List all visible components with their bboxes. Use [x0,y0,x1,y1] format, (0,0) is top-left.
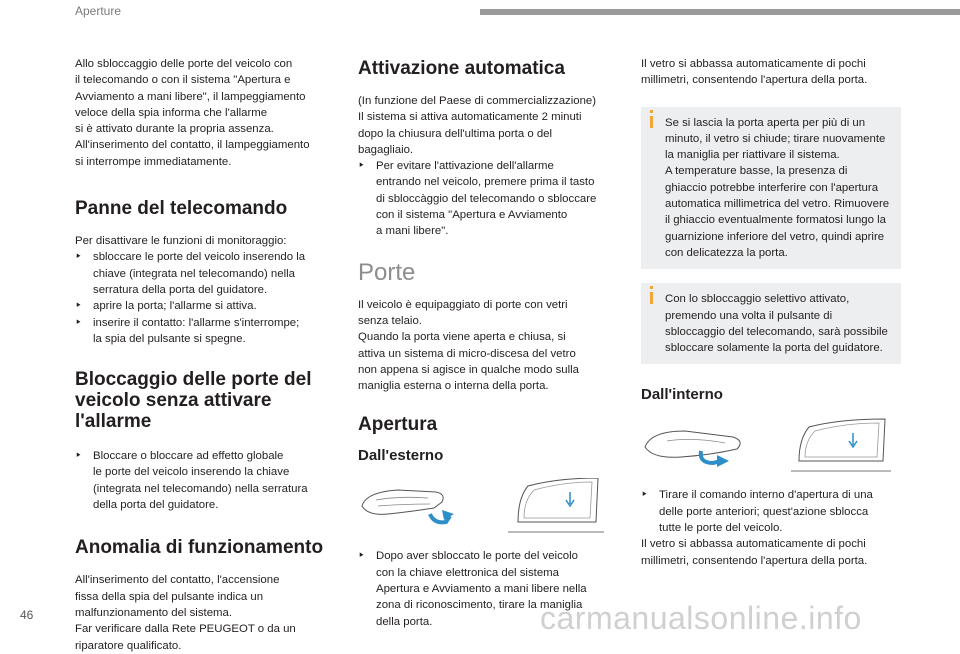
text-line: sbloccare le porte del veicolo inserendo la [93,251,306,264]
text-line: si è attivato durante la propria assenza. [75,123,274,136]
info-icon [650,116,653,128]
text-line: tutte le porte del veicolo. [659,522,783,535]
text-line: minuto, il vetro si chiude; tirare nuovamente [665,132,886,145]
text-line: All'inserimento del contatto, l'accensione [75,574,280,587]
text-line: entrando nel veicolo, premere prima il tasto [376,176,595,189]
heading-panne: Panne del telecomando [75,198,288,220]
column-1 [75,56,345,654]
intro-paragraph [75,56,345,170]
text-line: Per evitare l'attivazione dell'allarme [376,160,554,173]
heading-bloccaggio [75,369,345,432]
text-line: malfunzionamento del sistema. [75,606,233,619]
text-line: Apertura e Avviamento a mani libere nella [376,583,587,596]
text-line: Bloccare o bloccare ad effetto globale [93,450,284,463]
text-line: Il veicolo è equipaggiato di porte con vetri [358,298,568,311]
heading-interno: Dall'interno [641,386,723,404]
text-line: serratura della porta del guidatore. [93,283,268,296]
heading-line: Bloccaggio delle porte del [75,369,312,391]
text-line: a mani libere". [376,225,449,238]
text-line: Se si lascia la porta aperta per più di un [665,116,866,129]
anomalia-paragraph [75,572,345,653]
text-line: non appena si agisce in qualche modo sulla [358,363,580,376]
column-3 [641,56,901,569]
bullet-item [75,315,345,348]
text-line: con delicatezza la porta. [665,246,788,259]
heading-porte: Porte [358,258,416,286]
column-2 [358,56,630,630]
bullet-icon: ‣ [75,316,82,329]
text-line: la maniglia per riattivare il sistema. [665,149,840,162]
bullet-item [75,448,345,513]
text-line: di sbloccàggio del telecomando o sbloccare [376,192,597,205]
heading-apertura: Apertura [358,414,438,436]
text-line: Il vetro si abbassa automaticamente di pochi [641,538,866,551]
text-line: inserire il contatto: l'allarme s'interrompe; [93,316,300,329]
text-line: Con lo sbloccaggio selettivo attivato, [665,293,850,306]
text-line: con la chiave elettronica del sistema [376,566,559,579]
heading-line: veicolo senza attivare l'allarme [75,390,272,433]
text-line: (integrata nel telecomando) nella serratura [93,482,308,495]
bullet-icon: ‣ [358,160,365,173]
text-line: Avviamento a mani libere", il lampeggiamento [75,90,306,103]
text-line: della porta. [376,615,433,628]
text-line: delle porte anteriori; quest'azione sblocca [659,505,869,518]
bullet-item [75,298,345,314]
text-line: le porte del veicolo inserendo la chiave [93,466,290,479]
text-line: guarnizione inferiore del vetro, quindi aprire [665,230,885,243]
text-line: Far verificare dalla Rete PEUGEOT o da un [75,623,296,636]
text-line: sbloccaggio del telecomando, sarà possibile [665,325,888,338]
interior-handle-illustration [641,417,901,479]
text-line: della porta del guidatore. [93,499,219,512]
heading-attivazione: Attivazione automatica [358,58,565,79]
panne-intro: Per disattivare le funzioni di monitoraggio: [75,235,287,248]
text-line: (In funzione del Paese di commercializzazione) [358,95,597,107]
text-line: millimetri, consentendo l'apertura della porta. [641,554,868,567]
text-line: millimetri, consentendo l'apertura della porta. [641,74,868,87]
text-line: Allo sbloccaggio delle porte del veicolo con [75,58,293,70]
text-line: attiva un sistema di micro-discesa del vetro [358,347,576,360]
exterior-handle-illustration [358,478,630,540]
bullet-item [641,487,901,536]
text-line: senza telaio. [358,314,422,327]
text-line: dopo la chiusura dell'ultima porta o del [358,127,553,140]
bullet-icon: ‣ [75,300,82,313]
info-box-1 [641,107,901,270]
text-line: Il sistema si attiva automaticamente 2 minuti [358,111,582,124]
text-line: maniglia esterna o interna della porta. [358,380,549,393]
text-line: Dopo aver sbloccato le porte del veicolo [376,550,578,563]
bullet-icon: ‣ [75,251,82,264]
info-icon [650,292,653,304]
text-line: bagagliaio. [358,143,414,156]
text-line: aprire la porta; l'allarme si attiva. [93,300,257,313]
text-line: zona di riconoscimento, tirare la maniglia [376,599,583,612]
info-box-2 [641,283,901,364]
text-line: la spia del pulsante si spegne. [93,332,246,345]
text-line: premendo una volta il pulsante di [665,309,833,322]
bullet-item [75,249,345,298]
text-line: il ghiaccio eventualmente formatosi lungo la [665,214,886,227]
heading-anomalia: Anomalia di funzionamento [75,537,324,559]
page-number: 46 [20,608,34,622]
text-line: Quando la porta viene aperta e chiusa, si [358,331,566,344]
text-line: automatica millimetrica del vetro. Rimuovere [665,198,890,211]
bullet-item [358,158,630,239]
attivazione-paragraph [358,93,630,158]
top-paragraph [641,56,901,89]
text-line: si interrompe immediatamente. [75,155,232,168]
text-line: il telecomando o con il sistema "Apertura e [75,74,291,87]
watermark: carmanualsonline.info [540,600,862,636]
text-line: fissa della spia del pulsante indica un [75,590,264,603]
text-line: chiave (integrata nel telecomando) nella [93,267,295,280]
interno-paragraph [641,536,901,569]
text-line: riparatore qualificato. [75,639,182,652]
bullet-icon: ‣ [641,489,648,502]
text-line: ghiaccio potrebbe interferire con l'apertura [665,181,879,194]
text-line: con il sistema "Apertura e Avviamento [376,209,568,222]
header-bar [480,9,960,15]
bullet-icon: ‣ [75,450,82,463]
section-title: Aperture [75,4,122,18]
text-line: veloce della spia informa che l'allarme [75,106,268,119]
bullet-icon: ‣ [358,550,365,563]
text-line: Tirare il comando interno d'apertura di una [659,489,873,502]
porte-paragraph [358,297,630,395]
text-line: A temperature basse, la presenza di [665,165,848,178]
text-line: All'inserimento del contatto, il lampeggiamento [75,139,310,152]
text-line: Il vetro si abbassa automaticamente di pochi [641,58,866,70]
heading-esterno: Dall'esterno [358,447,444,465]
text-line: sbloccare solamente la porta del guidatore. [665,342,883,355]
